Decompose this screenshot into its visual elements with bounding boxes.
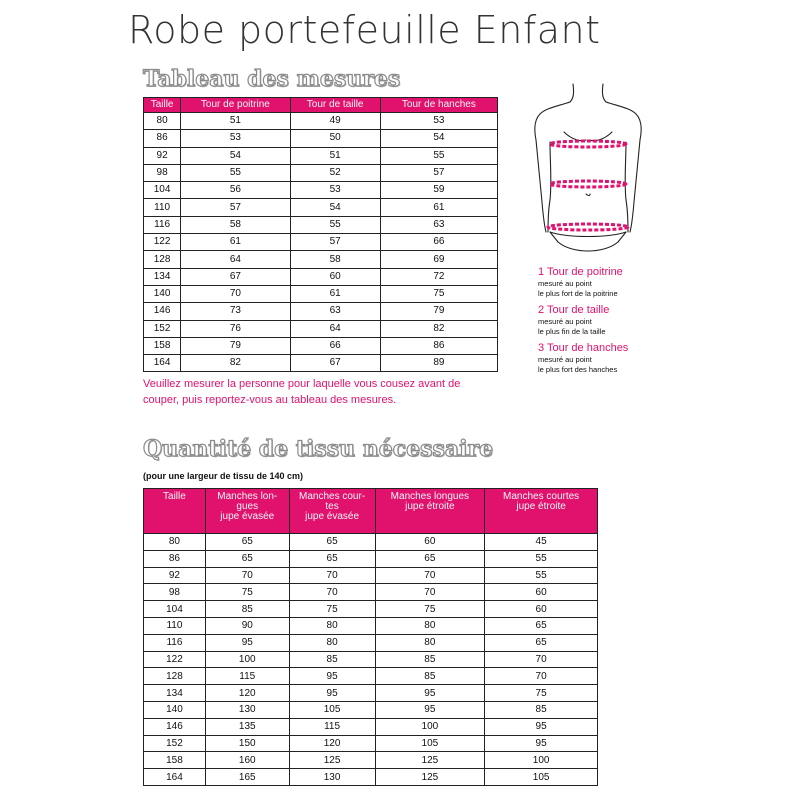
table-cell: 92 (144, 567, 206, 584)
table-cell: 105 (289, 701, 375, 718)
table-row (144, 752, 598, 769)
table-row (144, 303, 498, 320)
table-cell: 70 (289, 567, 375, 584)
table-row (144, 651, 598, 668)
table-cell: 105 (485, 769, 598, 786)
table-cell: 51 (290, 147, 380, 164)
table-cell: 86 (144, 130, 181, 147)
table-row (144, 584, 598, 601)
table-cell: 80 (375, 634, 485, 651)
table-cell: 70 (289, 584, 375, 601)
table-cell: 69 (380, 251, 497, 268)
table-cell: 60 (375, 534, 485, 551)
table-cell: 79 (181, 337, 290, 354)
legend-desc: mesuré au point (538, 355, 592, 364)
fabric-header-row (144, 489, 598, 534)
measure-table (143, 97, 498, 372)
table-cell: 100 (205, 651, 289, 668)
table-row (144, 147, 498, 164)
table-cell: 95 (289, 685, 375, 702)
table-cell: 59 (380, 182, 497, 199)
table-cell: 134 (144, 685, 206, 702)
table-cell: 75 (380, 285, 497, 302)
table-cell: 122 (144, 651, 206, 668)
table-cell: 80 (289, 617, 375, 634)
table-cell: 134 (144, 268, 181, 285)
table-cell: 60 (485, 601, 598, 618)
measure-header-cell: Tour de hanches (380, 98, 497, 113)
table-cell: 120 (205, 685, 289, 702)
table-cell: 116 (144, 216, 181, 233)
fabric-header-line: Manches cour- (299, 491, 366, 502)
table-cell: 105 (375, 735, 485, 752)
legend-title: 2 Tour de taille (538, 304, 610, 316)
table-row (144, 550, 598, 567)
measure-note: Veuillez mesurer la personne pour laquelle vous cousez avant de couper, puis reportez-vous au tableau des mesures. (143, 378, 461, 406)
table-cell: 86 (144, 550, 206, 567)
table-cell: 70 (181, 285, 290, 302)
table-row (144, 216, 498, 233)
table-cell: 61 (181, 234, 290, 251)
table-cell: 55 (181, 164, 290, 181)
legend-desc: le plus fort des hanches (538, 365, 618, 374)
table-cell: 58 (290, 251, 380, 268)
measure-header-cell: Taille (144, 98, 181, 113)
measure-section-title: Tableau des mesures (143, 66, 401, 92)
fabric-header-cell (205, 489, 289, 534)
table-cell: 61 (290, 285, 380, 302)
table-cell: 104 (144, 601, 206, 618)
table-cell: 57 (380, 164, 497, 181)
table-cell: 85 (375, 651, 485, 668)
table-cell: 65 (485, 617, 598, 634)
fabric-header-line: jupe étroite (516, 501, 566, 512)
fabric-table (143, 488, 598, 786)
fabric-header-cell (289, 489, 375, 534)
table-cell: 140 (144, 285, 181, 302)
table-cell: 120 (289, 735, 375, 752)
table-cell: 164 (144, 355, 181, 372)
table-row (144, 199, 498, 216)
table-row (144, 701, 598, 718)
table-row (144, 769, 598, 786)
table-cell: 80 (375, 617, 485, 634)
table-cell: 56 (181, 182, 290, 199)
table-cell: 67 (181, 268, 290, 285)
fabric-header-cell (375, 489, 485, 534)
table-cell: 70 (485, 668, 598, 685)
table-cell: 75 (485, 685, 598, 702)
fabric-body (144, 534, 598, 786)
table-row (144, 355, 498, 372)
table-cell: 85 (375, 668, 485, 685)
table-cell: 86 (380, 337, 497, 354)
table-cell: 95 (375, 685, 485, 702)
table-cell: 110 (144, 617, 206, 634)
table-cell: 55 (485, 567, 598, 584)
table-cell: 125 (375, 769, 485, 786)
fabric-header-line: tes (325, 501, 339, 512)
table-cell: 49 (290, 113, 380, 130)
fabric-header-line: jupe évasée (220, 511, 275, 522)
table-cell: 76 (181, 320, 290, 337)
table-cell: 65 (205, 534, 289, 551)
table-row (144, 337, 498, 354)
table-row (144, 617, 598, 634)
table-cell: 65 (485, 634, 598, 651)
table-cell: 54 (181, 147, 290, 164)
table-cell: 110 (144, 199, 181, 216)
table-cell: 72 (380, 268, 497, 285)
table-cell: 92 (144, 147, 181, 164)
table-cell: 55 (290, 216, 380, 233)
table-cell: 45 (485, 534, 598, 551)
table-row (144, 164, 498, 181)
table-cell: 125 (289, 752, 375, 769)
table-cell: 164 (144, 769, 206, 786)
table-cell: 60 (485, 584, 598, 601)
fabric-header-line: jupe étroite (405, 501, 455, 512)
fabric-header-cell (144, 489, 206, 534)
table-cell: 53 (181, 130, 290, 147)
table-cell: 65 (289, 550, 375, 567)
measure-body (144, 113, 498, 372)
table-row (144, 268, 498, 285)
table-cell: 80 (144, 113, 181, 130)
table-cell: 158 (144, 337, 181, 354)
table-cell: 75 (289, 601, 375, 618)
table-cell: 80 (289, 634, 375, 651)
legend-item-hanches (538, 342, 698, 375)
table-cell: 85 (205, 601, 289, 618)
table-cell: 140 (144, 701, 206, 718)
table-cell: 61 (380, 199, 497, 216)
table-row (144, 113, 498, 130)
table-row (144, 251, 498, 268)
table-cell: 64 (181, 251, 290, 268)
table-cell: 95 (289, 668, 375, 685)
table-cell: 53 (290, 182, 380, 199)
fabric-header-line: Manches lon- (217, 491, 278, 502)
table-cell: 53 (380, 113, 497, 130)
fabric-header-cell (485, 489, 598, 534)
table-cell: 128 (144, 251, 181, 268)
table-cell: 98 (144, 164, 181, 181)
table-cell: 152 (144, 735, 206, 752)
table-row (144, 182, 498, 199)
fabric-header-line: Manches courtes (503, 491, 580, 502)
legend-item-taille (538, 304, 698, 337)
table-cell: 67 (290, 355, 380, 372)
table-cell: 65 (205, 550, 289, 567)
table-cell: 80 (144, 534, 206, 551)
table-cell: 95 (485, 718, 598, 735)
measure-header-cell: Tour de poitrine (181, 98, 290, 113)
table-row (144, 567, 598, 584)
table-cell: 82 (380, 320, 497, 337)
table-row (144, 668, 598, 685)
table-row (144, 601, 598, 618)
fabric-header-line: Manches longues (390, 491, 470, 502)
table-cell: 55 (380, 147, 497, 164)
measure-header-row (144, 98, 498, 113)
table-cell: 73 (181, 303, 290, 320)
table-cell: 130 (205, 701, 289, 718)
table-cell: 57 (181, 199, 290, 216)
table-cell: 100 (375, 718, 485, 735)
table-row (144, 735, 598, 752)
table-cell: 55 (485, 550, 598, 567)
table-cell: 98 (144, 584, 206, 601)
table-cell: 130 (289, 769, 375, 786)
fabric-section-title: Quantité de tissu nécessaire (143, 436, 494, 462)
table-cell: 65 (375, 550, 485, 567)
legend-title: 3 Tour de hanches (538, 342, 629, 354)
table-cell: 70 (205, 567, 289, 584)
table-row (144, 718, 598, 735)
table-cell: 54 (380, 130, 497, 147)
table-cell: 90 (205, 617, 289, 634)
legend-title: 1 Tour de poitrine (538, 266, 623, 278)
table-cell: 150 (205, 735, 289, 752)
table-cell: 95 (485, 735, 598, 752)
table-cell: 58 (181, 216, 290, 233)
table-cell: 116 (144, 634, 206, 651)
table-cell: 70 (375, 567, 485, 584)
table-cell: 165 (205, 769, 289, 786)
table-row (144, 685, 598, 702)
table-cell: 89 (380, 355, 497, 372)
table-cell: 85 (485, 701, 598, 718)
table-cell: 75 (375, 601, 485, 618)
table-cell: 79 (380, 303, 497, 320)
fabric-header-line: gues (236, 501, 259, 512)
table-cell: 70 (485, 651, 598, 668)
table-row (144, 234, 498, 251)
table-cell: 52 (290, 164, 380, 181)
table-cell: 95 (375, 701, 485, 718)
table-cell: 146 (144, 718, 206, 735)
legend-desc: le plus fort de la poitrine (538, 289, 618, 298)
table-row (144, 320, 498, 337)
table-cell: 57 (290, 234, 380, 251)
table-cell: 95 (205, 634, 289, 651)
table-cell: 152 (144, 320, 181, 337)
table-cell: 158 (144, 752, 206, 769)
table-cell: 54 (290, 199, 380, 216)
table-cell: 115 (205, 668, 289, 685)
table-cell: 85 (289, 651, 375, 668)
table-cell: 75 (205, 584, 289, 601)
fabric-header-line: jupe évasée (305, 511, 360, 522)
table-cell: 50 (290, 130, 380, 147)
table-cell: 66 (290, 337, 380, 354)
table-row (144, 634, 598, 651)
table-cell: 128 (144, 668, 206, 685)
table-row (144, 285, 498, 302)
table-row (144, 534, 598, 551)
fabric-subtitle: (pour une largeur de tissu de 140 cm) (143, 471, 304, 481)
table-cell: 115 (289, 718, 375, 735)
table-cell: 70 (375, 584, 485, 601)
table-cell: 82 (181, 355, 290, 372)
measure-header-cell: Tour de taille (290, 98, 380, 113)
table-cell: 66 (380, 234, 497, 251)
page-title: Robe portefeuille Enfant (128, 8, 601, 52)
legend-desc: mesuré au point (538, 317, 592, 326)
table-cell: 100 (485, 752, 598, 769)
legend-desc: le plus fin de la taille (538, 327, 606, 336)
fabric-header-line: Taille (163, 491, 186, 502)
measurement-legend (538, 266, 698, 380)
table-cell: 51 (181, 113, 290, 130)
table-cell: 122 (144, 234, 181, 251)
table-cell: 146 (144, 303, 181, 320)
body-silhouette-icon (528, 82, 648, 257)
table-cell: 125 (375, 752, 485, 769)
table-cell: 160 (205, 752, 289, 769)
table-cell: 63 (290, 303, 380, 320)
table-cell: 63 (380, 216, 497, 233)
table-row (144, 130, 498, 147)
table-cell: 135 (205, 718, 289, 735)
table-cell: 64 (290, 320, 380, 337)
legend-item-poitrine (538, 266, 698, 299)
table-cell: 65 (289, 534, 375, 551)
table-cell: 60 (290, 268, 380, 285)
table-cell: 104 (144, 182, 181, 199)
legend-desc: mesuré au point (538, 279, 592, 288)
